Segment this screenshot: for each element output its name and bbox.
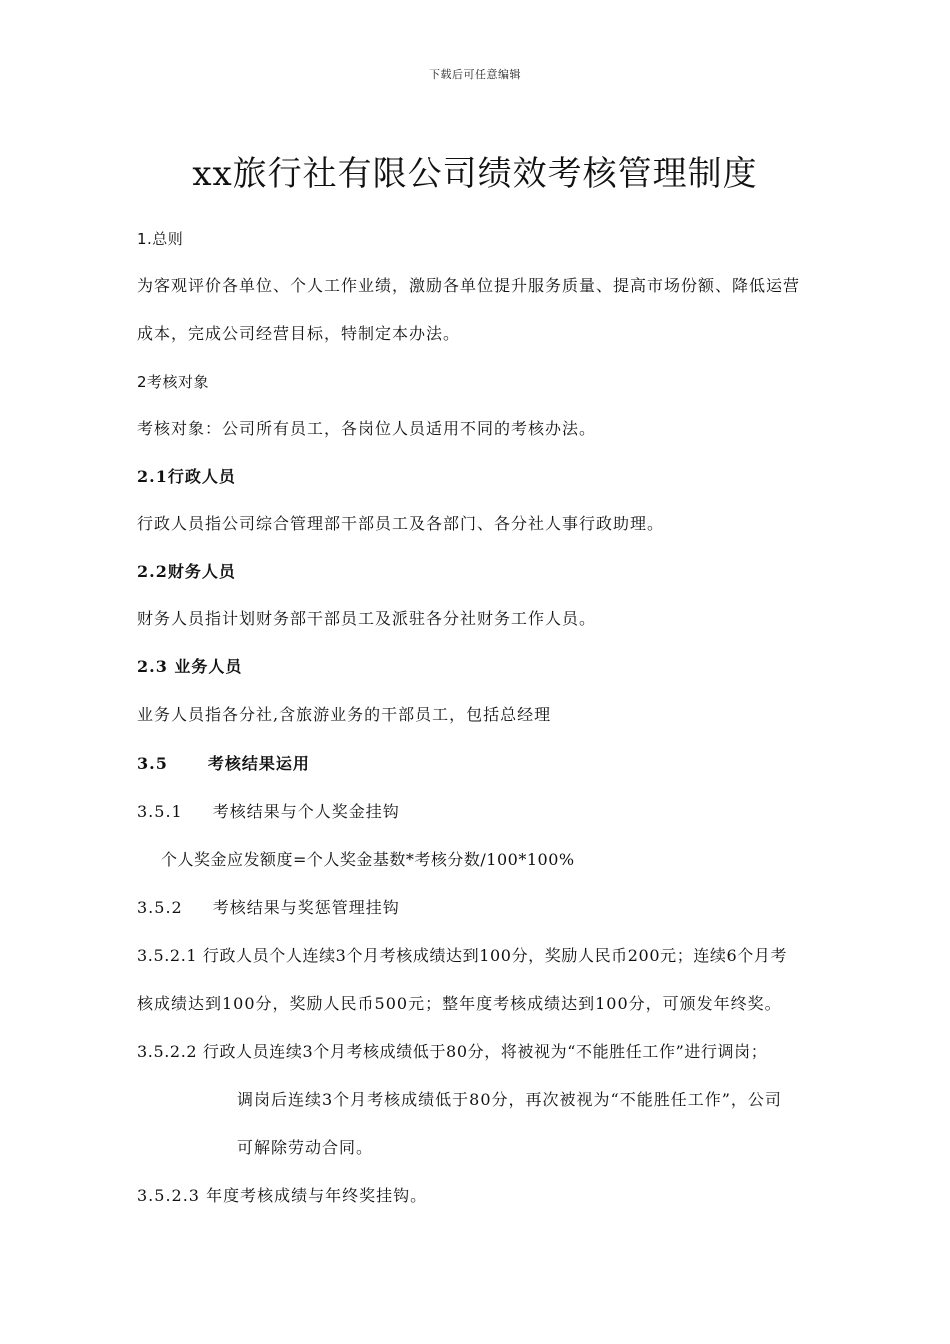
section-2-3-heading: 2.3 业务人员 (137, 657, 243, 676)
section-2-2-paragraph: 财务人员指计划财务部干部员工及派驻各分社财务工作人员。 (137, 609, 597, 628)
section-3-5-1-number: 3.5.1 (137, 802, 183, 821)
page-header: 下载后可任意编辑 (429, 68, 521, 81)
section-2-3-paragraph: 业务人员指各分社,含旅游业务的干部员工，包括总经理 (137, 705, 552, 724)
section-2-1-paragraph: 行政人员指公司综合管理部干部员工及各部门、各分社人事行政助理。 (137, 514, 665, 533)
section-1-paragraph-line-2: 成本，完成公司经营目标，特制定本办法。 (137, 324, 461, 343)
bonus-formula: 个人奖金应发额度=个人奖金基数*考核分数/100*100% (161, 850, 575, 869)
section-3-5-number: 3.5 (137, 754, 168, 773)
item-3-5-2-2-line-1: 3.5.2.2 行政人员连续3个月考核成绩低于80分，将被视为“不能胜任工作”进行调岗； (137, 1042, 768, 1061)
section-3-5-1-title: 考核结果与个人奖金挂钩 (212, 802, 400, 821)
item-3-5-2-1-line-1: 3.5.2.1 行政人员个人连续3个月考核成绩达到100分，奖励人民币200元；连续6个月考 (137, 946, 788, 965)
section-2-paragraph: 考核对象：公司所有员工，各岗位人员适用不同的考核办法。 (137, 419, 597, 438)
section-3-5-title: 考核结果运用 (207, 754, 310, 773)
section-3-5-2-title: 考核结果与奖惩管理挂钩 (212, 898, 400, 917)
item-3-5-2-1-line-2: 核成绩达到100分，奖励人民币500元；整年度考核成绩达到100分，可颁发年终奖。 (137, 994, 782, 1013)
item-3-5-2-2-line-2: 调岗后连续3个月考核成绩低于80分，再次被视为“不能胜任工作”，公司 (237, 1090, 782, 1109)
section-1-paragraph-line-1: 为客观评价各单位、个人工作业绩，激励各单位提升服务质量、提高市场份额、降低运营 (137, 276, 801, 295)
section-2-1-heading: 2.1行政人员 (137, 467, 236, 486)
document-title: xx旅行社有限公司绩效考核管理制度 (192, 154, 758, 194)
section-3-5-2-heading (137, 898, 400, 918)
section-3-5-heading (137, 754, 310, 774)
item-3-5-2-3-line-1: 3.5.2.3 年度考核成绩与年终奖挂钩。 (137, 1186, 428, 1205)
section-3-5-1-heading (137, 802, 400, 822)
item-3-5-2-2-line-3: 可解除劳动合同。 (237, 1138, 374, 1157)
section-2-2-heading: 2.2财务人员 (137, 562, 236, 581)
section-1-heading: 1.总则 (137, 230, 184, 248)
section-3-5-2-number: 3.5.2 (137, 898, 183, 917)
section-2-heading: 2考核对象 (137, 373, 210, 391)
